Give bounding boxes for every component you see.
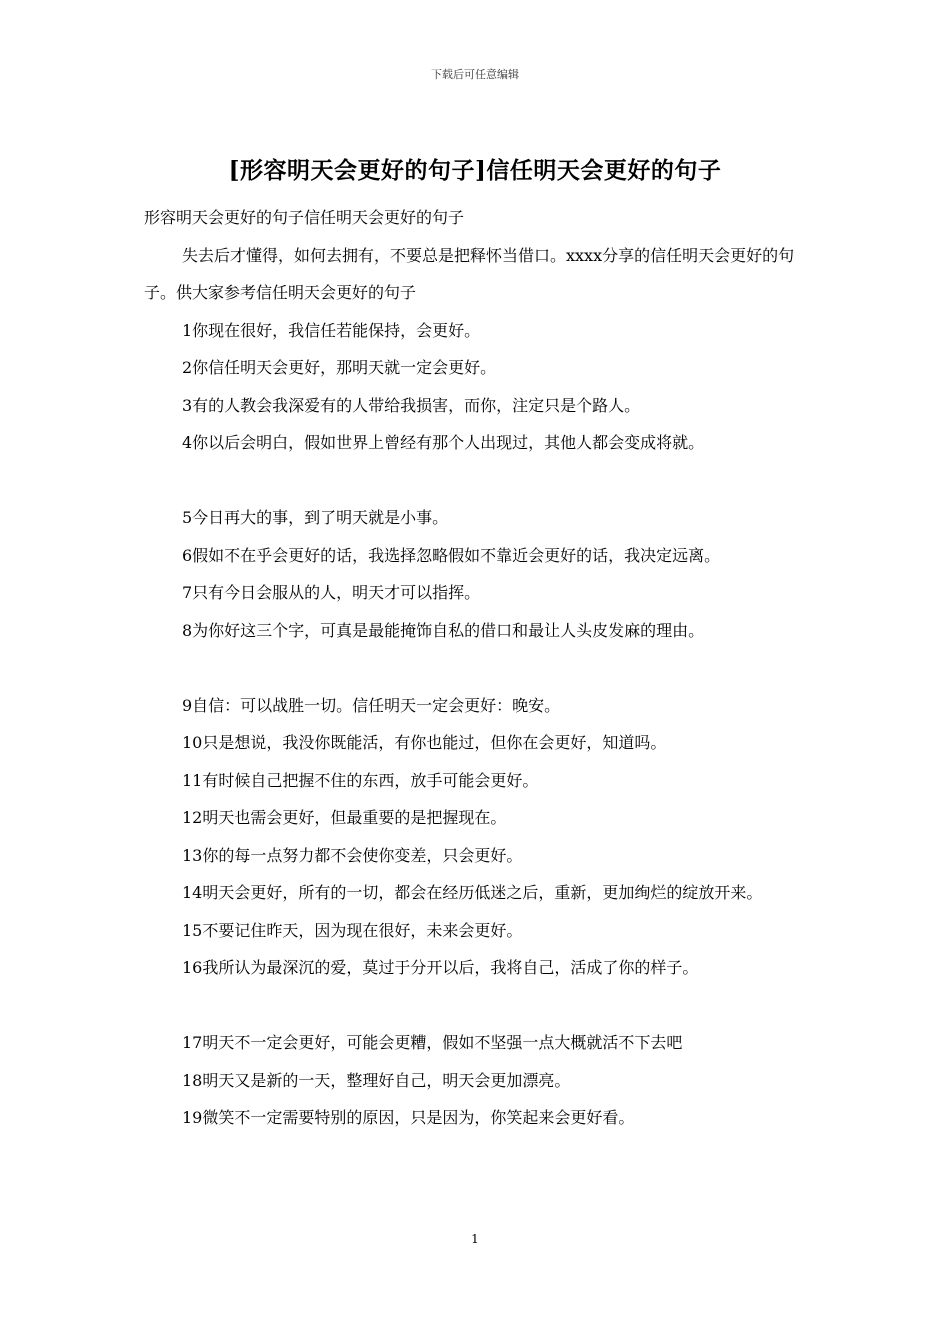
sentence-9: 9自信：可以战胜一切。信任明天一定会更好：晚安。 [182,695,561,715]
sentence-12: 12明天也需会更好，但最重要的是把握现在。 [182,808,507,827]
sentence-10: 10只是想说，我没你既能活，有你也能过，但你在会更好，知道吗。 [182,733,667,752]
sentence-6: 6假如不在乎会更好的话，我选择忽略假如不靠近会更好的话，我决定远离。 [182,545,721,565]
paragraph-gap [144,649,824,687]
sentence-11: 11有时候自己把握不住的东西，放手可能会更好。 [182,770,539,790]
sentence-5: 5今日再大的事，到了明天就是小事。 [182,508,449,527]
sentence-15: 15不要记住昨天，因为现在很好，未来会更好。 [182,920,523,940]
sentence-2: 2你信任明天会更好，那明天就一定会更好。 [182,358,497,377]
document-body [144,199,824,1137]
subtitle-line: 形容明天会更好的句子信任明天会更好的句子 [144,208,465,227]
sentence-19: 19微笑不一定需要特别的原因，只是因为，你笑起来会更好看。 [182,1108,635,1127]
sentence-13: 13你的每一点努力都不会使你变差，只会更好。 [182,845,523,865]
intro-paragraph: 失去后才懂得，如何去拥有，不要总是把释怀当借口。xxxx分享的信任明天会更好的句子。供大家参考信任明天会更好的句子 [144,245,795,302]
sentence-16: 16我所认为最深沉的爱，莫过于分开以后，我将自己，活成了你的样子。 [182,958,699,977]
document-title: [形容明天会更好的句子]信任明天会更好的句子 [228,157,722,184]
page-number: 1 [471,1232,479,1246]
sentence-4: 4你以后会明白，假如世界上曾经有那个人出现过，其他人都会变成将就。 [182,433,705,452]
sentence-8: 8为你好这三个字，可真是最能掩饰自私的借口和最让人头皮发麻的理由。 [182,620,705,640]
paragraph-gap [144,987,824,1025]
sentence-1: 1你现在很好，我信任若能保持，会更好。 [182,320,481,340]
sentence-18: 18明天又是新的一天，整理好自己，明天会更加漂亮。 [182,1070,571,1090]
sentence-3: 3有的人教会我深爱有的人带给我损害，而你，注定只是个路人。 [182,395,641,415]
sentence-14: 14明天会更好，所有的一切，都会在经历低迷之后，重新，更加绚烂的绽放开来。 [182,883,763,902]
paragraph-gap [144,462,824,500]
sentence-7: 7只有今日会服从的人，明天才可以指挥。 [182,583,481,602]
header-note: 下载后可任意编辑 [431,68,519,81]
sentence-17: 17明天不一定会更好，可能会更糟，假如不坚强一点大概就活不下去吧 [182,1033,683,1052]
